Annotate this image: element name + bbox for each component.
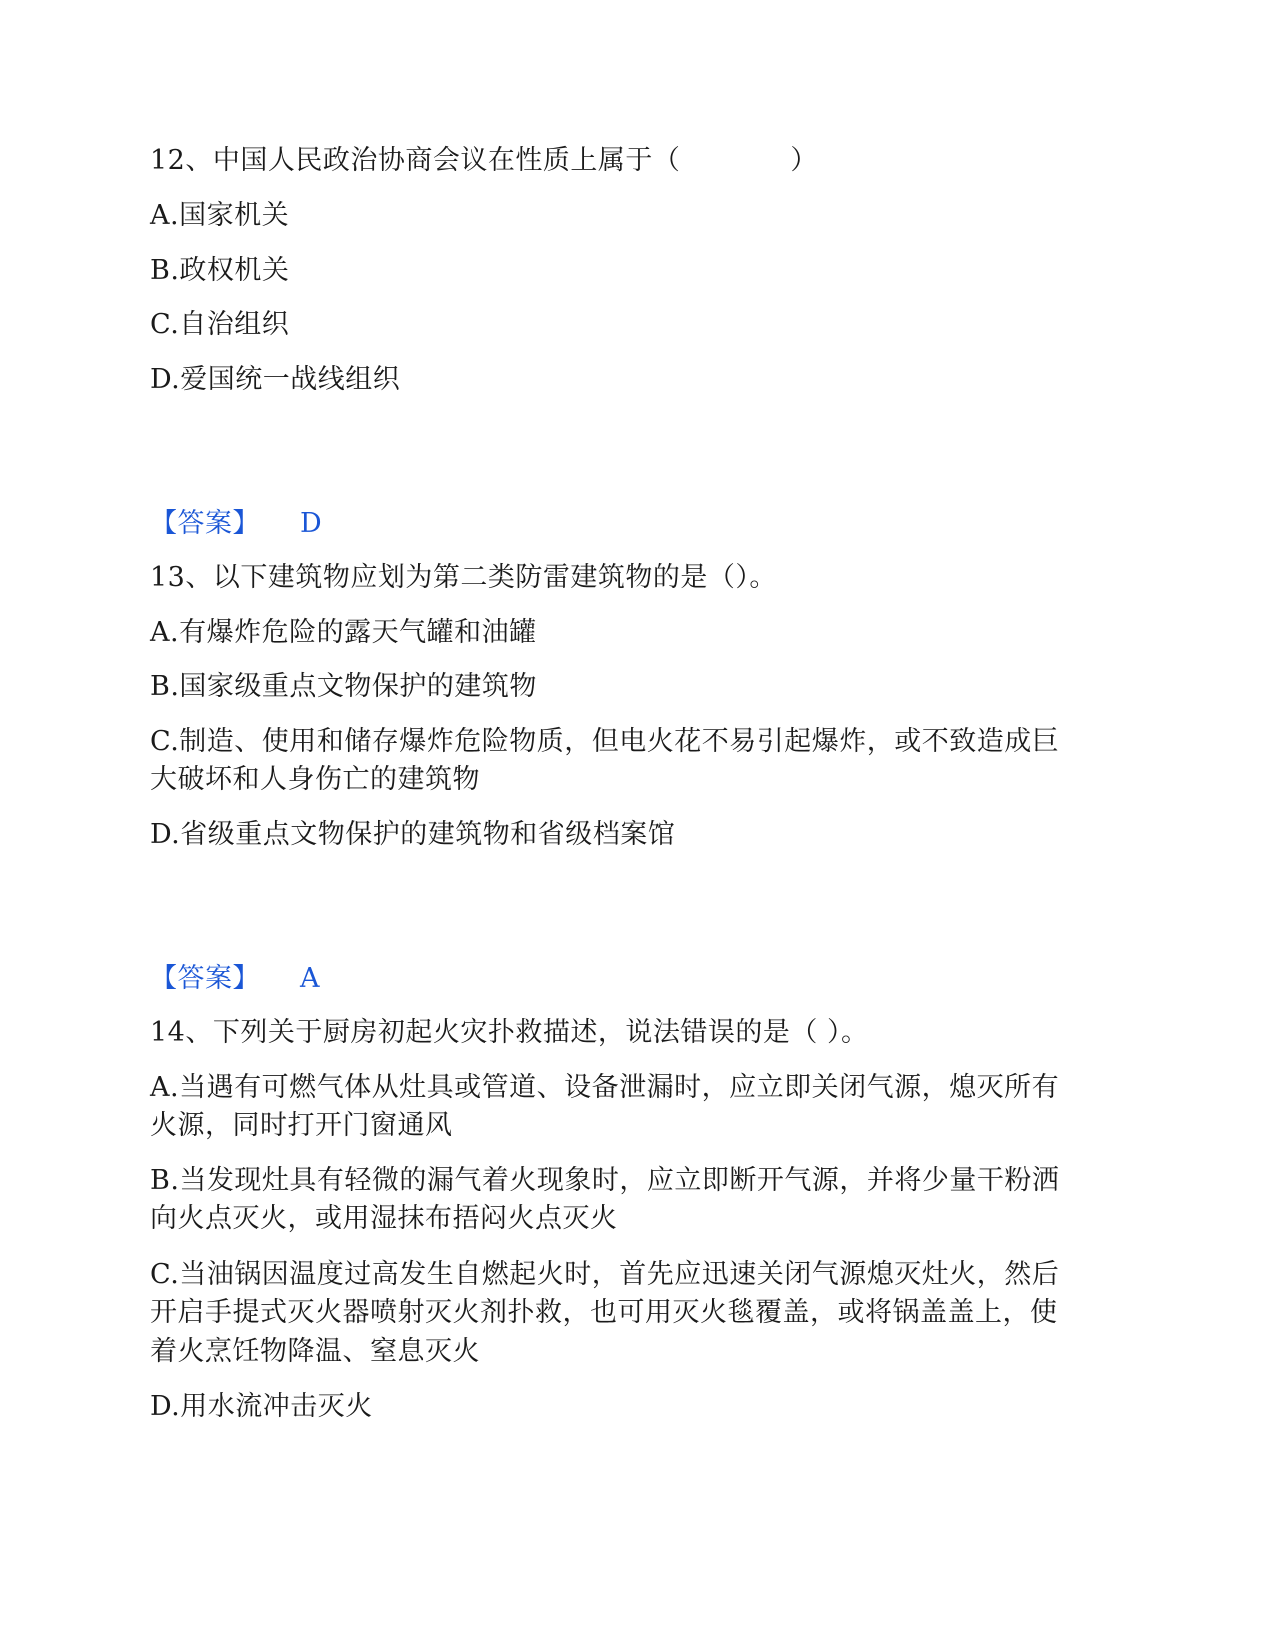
question-14-option-d: D.用水流冲击灭火 (150, 1391, 373, 1422)
question-13-option-d: D.省级重点文物保护的建筑物和省级档案馆 (150, 819, 676, 850)
question-14-option-c-cont2: 着火烹饪物降温、窒息灭火 (150, 1336, 480, 1367)
question-13-option-b: B.国家级重点文物保护的建筑物 (150, 671, 537, 702)
answer-label: 【答案】 (150, 963, 260, 994)
question-12-option-d: D.爱国统一战线组织 (150, 364, 401, 395)
question-12-option-b: B.政权机关 (150, 255, 290, 286)
question-13-option-c: C.制造、使用和储存爆炸危险物质，但电火花不易引起爆炸，或不致造成巨 (150, 726, 1060, 757)
question-14-stem: 14、下列关于厨房初起火灾扑救描述，说法错误的是（ ）。 (150, 1017, 869, 1048)
answer-label: 【答案】 (150, 508, 260, 539)
question-14-option-a: A.当遇有可燃气体从灶具或管道、设备泄漏时，应立即关闭气源，熄灭所有 (150, 1072, 1060, 1103)
answer-value: D (300, 508, 323, 539)
question-13-answer (150, 959, 1130, 999)
question-14-option-a-cont: 火源，同时打开门窗通风 (150, 1110, 453, 1141)
question-13-option-c-cont: 大破坏和人身伤亡的建筑物 (150, 764, 480, 795)
question-12-stem: 12、中国人民政治协商会议在性质上属于（ ） (150, 145, 818, 176)
question-14-option-c-cont1: 开启手提式灭火器喷射灭火剂扑救，也可用灭火毯覆盖，或将锅盖盖上，使 (150, 1297, 1058, 1328)
answer-value: A (300, 963, 320, 994)
question-14-option-b-cont: 向火点灭火，或用湿抹布捂闷火点灭火 (150, 1203, 618, 1234)
question-12-option-a: A.国家机关 (150, 200, 290, 231)
question-12-option-c: C.自治组织 (150, 309, 290, 340)
question-13-option-a: A.有爆炸危险的露天气罐和油罐 (150, 617, 537, 648)
question-12-answer (150, 504, 1130, 544)
question-13-stem: 13、以下建筑物应划为第二类防雷建筑物的是（）。 (150, 562, 777, 593)
question-14-option-c: C.当油锅因温度过高发生自燃起火时，首先应迅速关闭气源熄灭灶火，然后 (150, 1259, 1060, 1290)
question-14-option-b: B.当发现灶具有轻微的漏气着火现象时，应立即断开气源，并将少量干粉洒 (150, 1165, 1060, 1196)
